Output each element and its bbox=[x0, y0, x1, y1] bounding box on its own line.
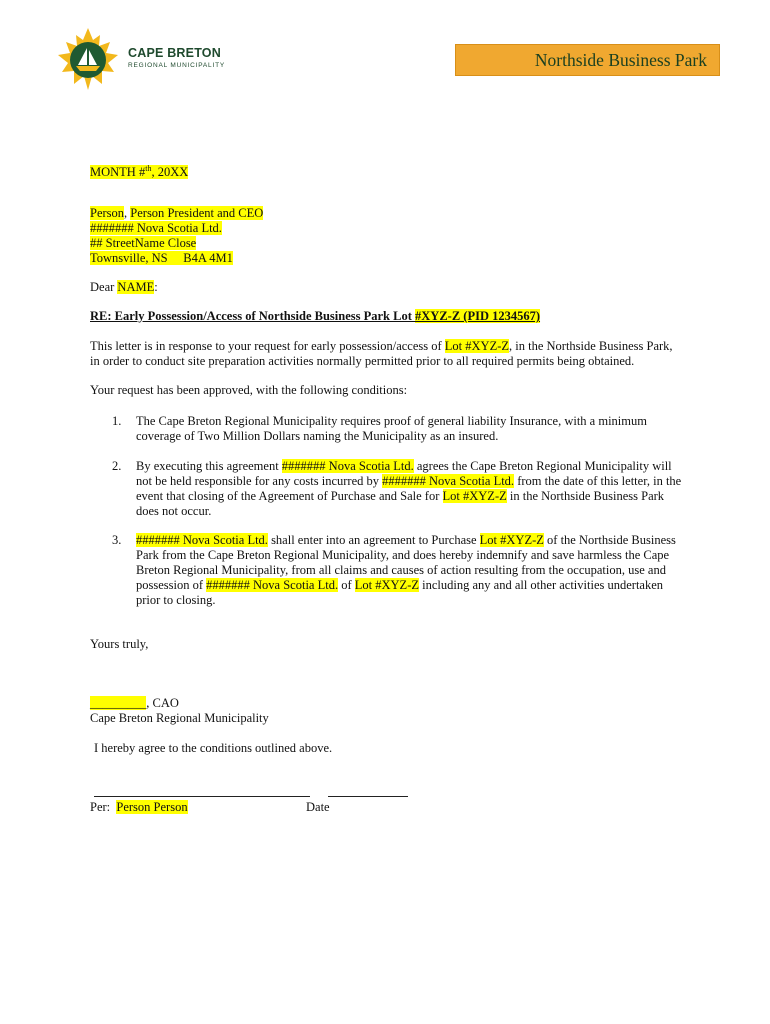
closing: Yours truly, bbox=[90, 637, 149, 651]
recipient-company: ####### Nova Scotia Ltd. bbox=[90, 221, 222, 235]
agreement-statement: I hereby agree to the conditions outlined above. bbox=[94, 741, 333, 755]
letter-date: MONTH #$^{th}$, 20XX bbox=[90, 164, 189, 180]
cbrm-logo bbox=[54, 26, 234, 96]
recipient-city: Townsville, NS B4A 4M1 bbox=[90, 251, 233, 265]
signatory-org: Cape Breton Regional Municipality bbox=[90, 711, 269, 725]
org-name: CAPE BRETON bbox=[128, 46, 221, 60]
recipient-street: ## StreetName Close bbox=[90, 236, 197, 250]
signature-line bbox=[94, 796, 310, 797]
date-label: Date bbox=[306, 800, 330, 814]
recipient-name: Person, Person President and CEO bbox=[90, 206, 264, 220]
per-line: Per: Person Person bbox=[90, 800, 188, 814]
subject-line: RE: Early Possession/Access of Northside Business Park Lot #XYZ-Z (PID 1234567) bbox=[90, 309, 541, 323]
salutation: Dear NAME: bbox=[90, 280, 158, 294]
date-line bbox=[328, 796, 408, 797]
paragraph-intro-line2: in order to conduct site preparation activities normally permitted prior to all required permits being obtained. bbox=[90, 354, 635, 368]
paragraph-intro-line1: This letter is in response to your request for early possession/access of Lot #XYZ-Z, in the Northside Business Park, bbox=[90, 339, 673, 353]
signatory: _________, CAO bbox=[90, 696, 179, 710]
paragraph-approval: Your request has been approved, with the following conditions: bbox=[90, 383, 408, 397]
org-subtitle: REGIONAL MUNICIPALITY bbox=[128, 62, 225, 69]
banner-title: Northside Business Park bbox=[455, 44, 720, 76]
maple-leaf-logo-icon bbox=[54, 26, 122, 94]
